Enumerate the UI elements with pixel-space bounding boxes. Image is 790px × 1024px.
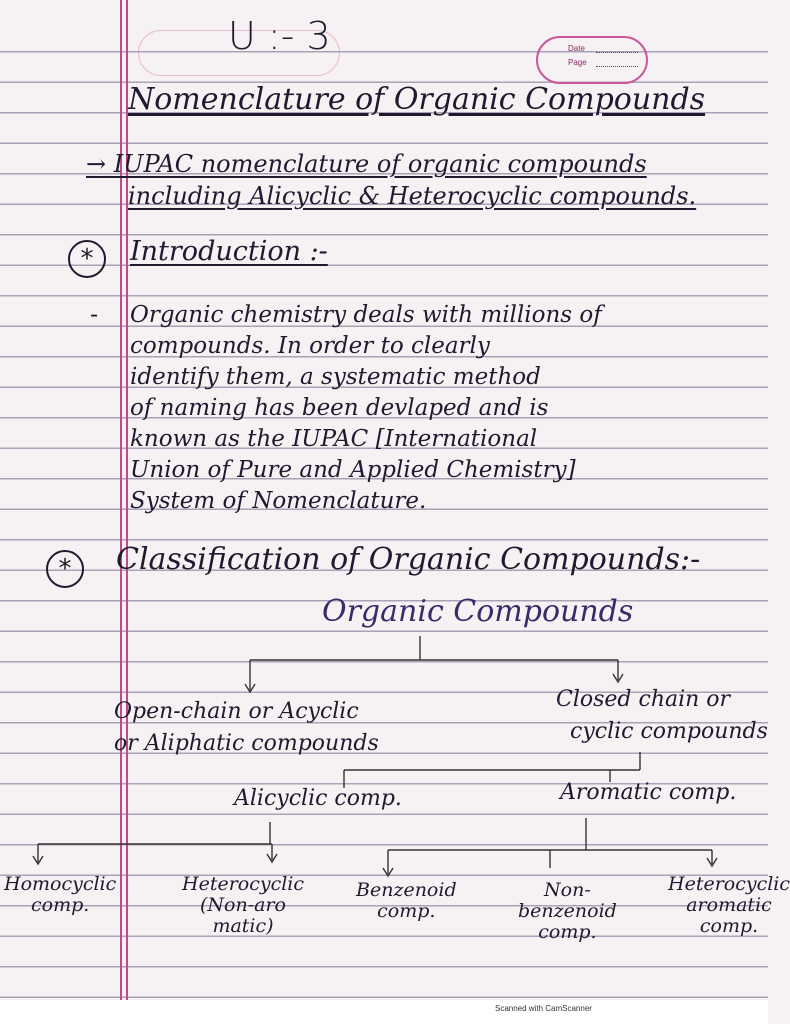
node-line: Heterocyclic (182, 873, 305, 895)
node-line: cyclic compounds (570, 719, 768, 744)
page-label: Page (568, 58, 587, 67)
unit-number: U :- 3 (228, 14, 331, 58)
paragraph-line: known as the IUPAC [International (130, 426, 538, 452)
topic-line-2: including Alicyclic & Heterocyclic compounds. (128, 182, 697, 210)
node-line: Heterocyclic (668, 873, 790, 895)
node-aromatic: Aromatic comp. (560, 780, 737, 805)
paragraph-line: of naming has been devlaped and is (130, 395, 549, 421)
tree-root-organic-compounds: Organic Compounds (322, 594, 634, 629)
paragraph-line: System of Nomenclature. (130, 488, 427, 514)
node-line: comp. (377, 900, 436, 922)
node-line: comp. (538, 921, 597, 943)
introduction-heading: Introduction :- (130, 236, 328, 267)
paragraph-line: compounds. In order to clearly (130, 333, 490, 359)
asterisk-bullet: * (68, 240, 106, 278)
node-closed-chain (556, 684, 768, 748)
paragraph-line: Organic chemistry deals with millions of (130, 302, 602, 328)
node-open-chain (114, 696, 379, 760)
node-line: comp. (699, 915, 759, 937)
paragraph-line: Union of Pure and Applied Chemistry] (130, 457, 576, 483)
node-line: Closed chain or (556, 687, 731, 712)
node-alicyclic: Alicyclic comp. (234, 786, 402, 811)
node-line: or Aliphatic compounds (114, 731, 379, 756)
node-line: Open-chain or Acyclic (114, 699, 359, 724)
node-benzenoid (356, 880, 457, 922)
dash-bullet: - (90, 300, 99, 328)
node-homocyclic (4, 874, 116, 916)
node-heterocyclic (182, 874, 304, 937)
node-line: matic) (212, 915, 274, 937)
node-line: comp. (30, 894, 90, 916)
node-line: Non- (544, 879, 591, 901)
node-heterocyclic-aromatic (668, 874, 790, 937)
scanner-watermark: Scanned with CamScanner (495, 1004, 592, 1013)
asterisk-bullet-2: * (46, 550, 84, 588)
node-non-benzenoid (518, 880, 617, 943)
topic-line-1: → IUPAC nomenclature of organic compounds (86, 150, 647, 178)
scan-footer (0, 1000, 768, 1024)
node-line: Homocyclic (4, 873, 117, 895)
classification-heading: Classification of Organic Compounds:- (116, 542, 701, 577)
node-line: Benzenoid (356, 879, 457, 901)
paragraph-line: identify them, a systematic method (130, 364, 541, 390)
node-line: aromatic (686, 894, 772, 916)
page-title: Nomenclature of Organic Compounds (128, 82, 706, 117)
node-line: benzenoid (518, 900, 617, 922)
node-line: (Non-aro (200, 894, 286, 916)
date-label: Date (568, 44, 585, 53)
